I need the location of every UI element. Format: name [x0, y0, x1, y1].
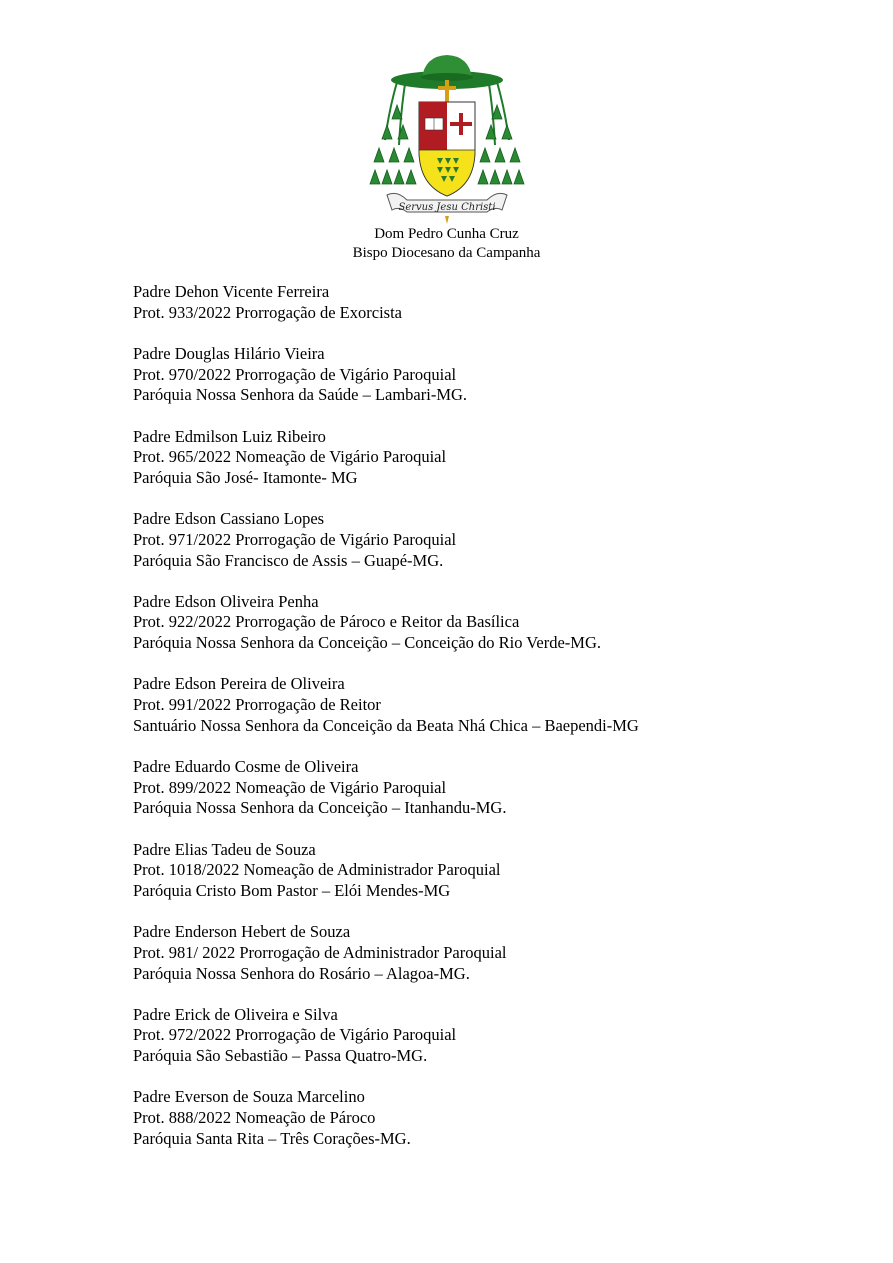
- list-item: [133, 592, 853, 654]
- protocol-line: Prot. 972/2022 Prorrogação de Vigário Paroquial: [133, 1025, 457, 1045]
- parish-line: Paróquia Santa Rita – Três Corações-MG.: [133, 1128, 411, 1148]
- document-header: [0, 50, 893, 263]
- list-item: [133, 427, 853, 489]
- parish-line: Paróquia São Francisco de Assis – Guapé-MG.: [133, 550, 444, 570]
- parish-line: Paróquia Nossa Senhora da Saúde – Lambari-MG.: [133, 385, 468, 405]
- protocol-line: Prot. 991/2022 Prorrogação de Reitor: [133, 695, 381, 715]
- appointments-list: [133, 282, 853, 1170]
- protocol-line: Prot. 970/2022 Prorrogação de Vigário Paroquial: [133, 364, 457, 384]
- parish-line: Paróquia Nossa Senhora do Rosário – Alagoa-MG.: [133, 963, 470, 983]
- parish-line: Paróquia Cristo Bom Pastor – Elói Mendes-MG: [133, 880, 451, 900]
- priest-name: Padre Dehon Vicente Ferreira: [133, 282, 330, 301]
- protocol-line: Prot. 899/2022 Nomeação de Vigário Paroquial: [133, 777, 447, 797]
- list-item: [133, 922, 853, 984]
- protocol-line: Prot. 922/2022 Prorrogação de Pároco e Reitor da Basílica: [133, 612, 520, 632]
- episcopal-coat-of-arms: [367, 50, 527, 225]
- priest-name: Padre Everson de Souza Marcelino: [133, 1087, 365, 1107]
- protocol-line: Prot. 971/2022 Prorrogação de Vigário Paroquial: [133, 529, 457, 549]
- priest-name: Padre Erick de Oliveira e Silva: [133, 1004, 338, 1024]
- list-item: [133, 344, 853, 406]
- protocol-line: Prot. 888/2022 Nomeação de Pároco: [133, 1108, 376, 1128]
- priest-name: Padre Eduardo Cosme de Oliveira: [133, 756, 359, 776]
- list-item: [133, 1087, 853, 1149]
- priest-name: Padre Enderson Hebert de Souza: [133, 922, 351, 942]
- priest-name: Padre Elias Tadeu de Souza: [133, 839, 316, 859]
- bishop-name: Dom Pedro Cunha Cruz: [374, 226, 519, 242]
- bishop-title: Bispo Diocesano da Campanha: [352, 245, 541, 261]
- list-item: [133, 282, 853, 323]
- svg-text:Servus Jesu Christi: Servus Jesu Christi: [397, 202, 496, 213]
- priest-name: Padre Edson Oliveira Penha: [133, 591, 319, 611]
- parish-line: Paróquia Nossa Senhora da Conceição – Itanhandu-MG.: [133, 798, 507, 818]
- protocol-line: Prot. 965/2022 Nomeação de Vigário Paroquial: [133, 447, 447, 467]
- priest-name: Padre Douglas Hilário Vieira: [133, 343, 325, 363]
- priest-name: Padre Edson Pereira de Oliveira: [133, 674, 345, 694]
- parish-line: Paróquia Nossa Senhora da Conceição – Conceição do Rio Verde-MG.: [133, 633, 601, 653]
- list-item: [133, 674, 853, 736]
- protocol-line: Prot. 933/2022 Prorrogação de Exorcista: [133, 302, 402, 322]
- list-item: [133, 1005, 853, 1067]
- priest-name: Padre Edmilson Luiz Ribeiro: [133, 426, 326, 446]
- parish-line: Paróquia São Sebastião – Passa Quatro-MG.: [133, 1046, 428, 1066]
- parish-line: Santuário Nossa Senhora da Conceição da Beata Nhá Chica – Baependi-MG: [133, 715, 639, 735]
- protocol-line: Prot. 1018/2022 Nomeação de Administrador Paroquial: [133, 860, 501, 880]
- priest-name: Padre Edson Cassiano Lopes: [133, 509, 325, 529]
- parish-line: Paróquia São José- Itamonte- MG: [133, 467, 358, 487]
- protocol-line: Prot. 981/ 2022 Prorrogação de Administrador Paroquial: [133, 942, 507, 962]
- list-item: [133, 757, 853, 819]
- list-item: [133, 509, 853, 571]
- list-item: [133, 840, 853, 902]
